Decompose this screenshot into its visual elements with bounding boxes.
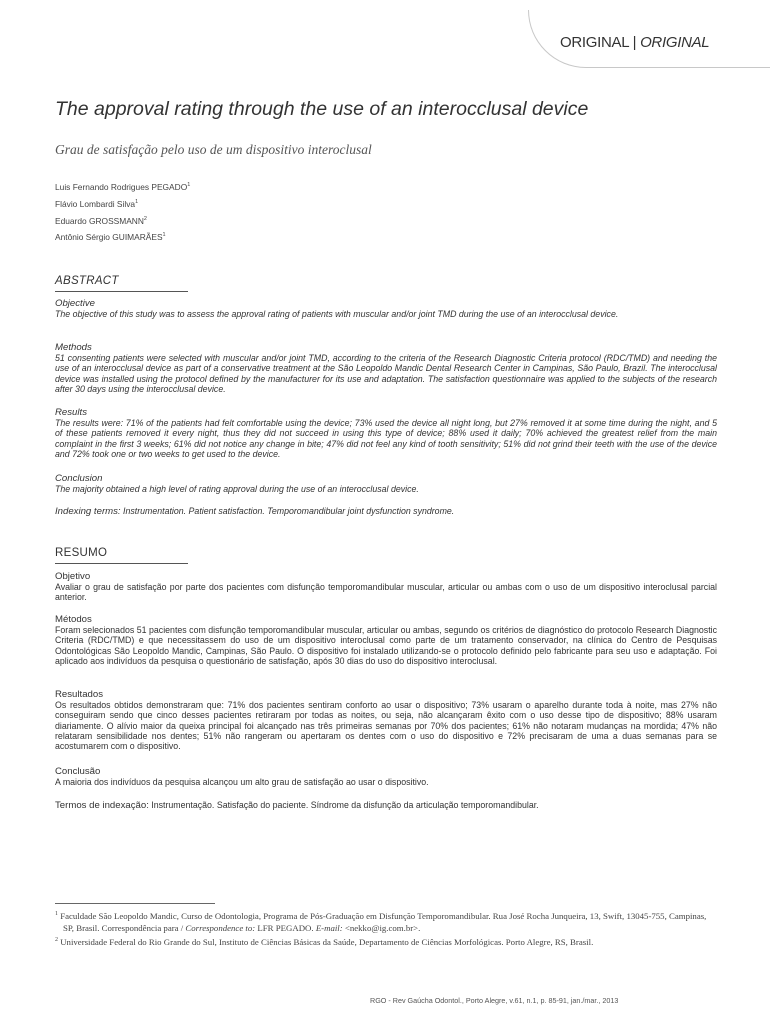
journal-footer: RGO - Rev Gaúcha Odontol., Porto Alegre, v.61, n.1, p. 85-91, jan./mar., 2013 [370, 996, 619, 1005]
results-text: The results were: 71% of the patients had felt comfortable using the device; 73% used the device all night long, but 27% removed it at some time during the night, and 5 of these patients removed it every night, thus they did not succeed in using this type of device; 88% used it daily; 70% achieved the greatest relief from the main complaint in the first 3 weeks; 61% did not notice any change in bite; 47% did not feel any kind of tooth sensitivity; 51% did not grind their teeth with the use of the device and 72% took one or two weeks to get used to the device. [55, 418, 717, 459]
objective-heading: Objective [55, 298, 95, 309]
author: Luis Fernando Rodrigues PEGADO$^1$ [55, 181, 191, 192]
indexing-terms-text: Instrumentation. Patient satisfaction. Temporomandibular joint dysfunction syndrome. [120, 506, 455, 516]
abstract-rule [55, 291, 188, 292]
section-label: ORIGINAL | ORIGINAL [560, 34, 710, 51]
abstract-results [55, 408, 717, 459]
conclusao-text: A maioria dos indivíduos da pesquisa alcançou um alto grau de satisfação ao usar o dispositivo. [55, 777, 429, 788]
abstract-heading: ABSTRACT [55, 275, 119, 287]
article-title: The approval rating through the use of an interocclusal device [55, 98, 589, 120]
author: Flávio Lombardi Silva$^1$ [55, 198, 139, 209]
methods-heading: Methods [55, 342, 92, 353]
resumo-rule [55, 563, 188, 564]
conclusion-text: The majority obtained a high level of rating approval during the use of an interocclusal device. [55, 484, 419, 495]
metodos-heading: Métodos [55, 614, 92, 625]
objetivo-text: Avaliar o grau de satisfação por parte dos pacientes com disfunção temporomandibular muscular, articular ou ambas com o uso de um dispositivo interoclusal parcial anterior. [55, 582, 717, 603]
footnote-rule [55, 903, 215, 904]
resumo-objetivo [55, 572, 717, 603]
termos-text: Instrumentação. Satisfação do paciente. Síndrome da disfunção da articulação temporomandibular. [148, 800, 539, 810]
termos-label: Termos de indexação: [55, 800, 149, 811]
indexing-terms [55, 506, 717, 517]
resumo-heading: RESUMO [55, 547, 108, 559]
metodos-text: Foram selecionados 51 pacientes com disfunção temporomandibular muscular, articular ou ambas, segundo os critérios de diagnóstico do protocolo Research Diagnostic Criteria (RDC/TMD) e que necessitassem do uso de um dispositivo interoclusal como parte de um tratamento conservador, na clínica do Centro de Pesquisas Odontológicas São Leopoldo Mandic, Campinas, São Paulo. O dispositivo foi instalado utilizando-se o protocolo definido pelo fabricante para seu uso e adaptação. Foi aplicado aos indivíduos da pesquisa o questionário de satisfação, após 30 dias do uso do dispositivo interoclusal. [55, 625, 717, 666]
resumo-resultados [55, 690, 717, 751]
objective-text: The objective of this study was to assess the approval rating of patients with muscular and/or joint TMD during the use of an interocclusal device. [55, 309, 619, 320]
author: Eduardo GROSSMANN$^2$ [55, 215, 147, 226]
conclusion-heading: Conclusion [55, 473, 103, 484]
footnote-2: $^2$ Universidade Federal do Rio Grande do Sul, Instituto de Ciências Básicas da Saúde, Departamento de Ciências Morfológicas. Porto Alegre, RS, Brasil. [55, 936, 594, 947]
author-list [55, 178, 190, 245]
resumo-metodos [55, 615, 717, 666]
methods-text: 51 consenting patients were selected with muscular and/or joint TMD, according to the criteria of the Research Diagnostic Criteria protocol (RDC/TMD) and needing the use of an interocclusal device as part of a conservative treatment at the São Leopoldo Mandic Dental Research Center in Campinas, São Paulo, Brazil. The interocclusal device was installed using the protocol defined by the manufacturer for its use and adaptation. The satisfaction questionnaire was applied to the subjects of the research after 30 days using the interocclusal device. [55, 353, 717, 394]
footnotes [55, 908, 717, 948]
footnote-1: $^1$ Faculdade São Leopoldo Mandic, Curso de Odontologia, Programa de Pós-Graduação em Disfunção Temporomandibular. Rua José Rocha Junqueira, 13, Swift, 13045-755, Campinas, SP, Brasil. Correspondência para / Correspondence to: LFR PEGADO. E-mail: <nekko@ig.com.br>. [55, 910, 707, 933]
resultados-heading: Resultados [55, 689, 103, 700]
results-heading: Results [55, 407, 87, 418]
author: Antônio Sérgio GUIMARÃES$^1$ [55, 232, 166, 243]
abstract-conclusion [55, 474, 717, 494]
abstract-methods [55, 343, 717, 394]
conclusao-heading: Conclusão [55, 766, 101, 777]
resumo-conclusao [55, 767, 717, 787]
article-subtitle: Grau de satisfação pelo uso de um dispositivo interoclusal [55, 142, 372, 157]
resultados-text: Os resultados obtidos demonstraram que: 71% dos pacientes sentiram conforto ao usar o dispositivo; 73% usaram o aparelho durante toda à noite, mas 27% não conseguiram sendo que cinco desses pacientes retiraram por todas as noites, ou seja, não alcançaram êxito com o uso desse tipo de dispositivo; 88% usaram diariamente. O alívio maior da queixa principal foi alcançado nas três primeiras semanas por 70% dos pacientes; 61% não notaram mudanças na mordida; 47% não relataram sensibilidade nos dentes; 51% não rangeram ou apertaram os dentes com o uso do dispositivo e 72% precisaram de uma a duas semanas para se acostumarem com o dispositivo. [55, 700, 717, 752]
abstract-objective [55, 299, 717, 319]
termos-indexacao [55, 800, 717, 811]
indexing-terms-label: Indexing terms: [55, 506, 121, 517]
objetivo-heading: Objetivo [55, 571, 91, 582]
